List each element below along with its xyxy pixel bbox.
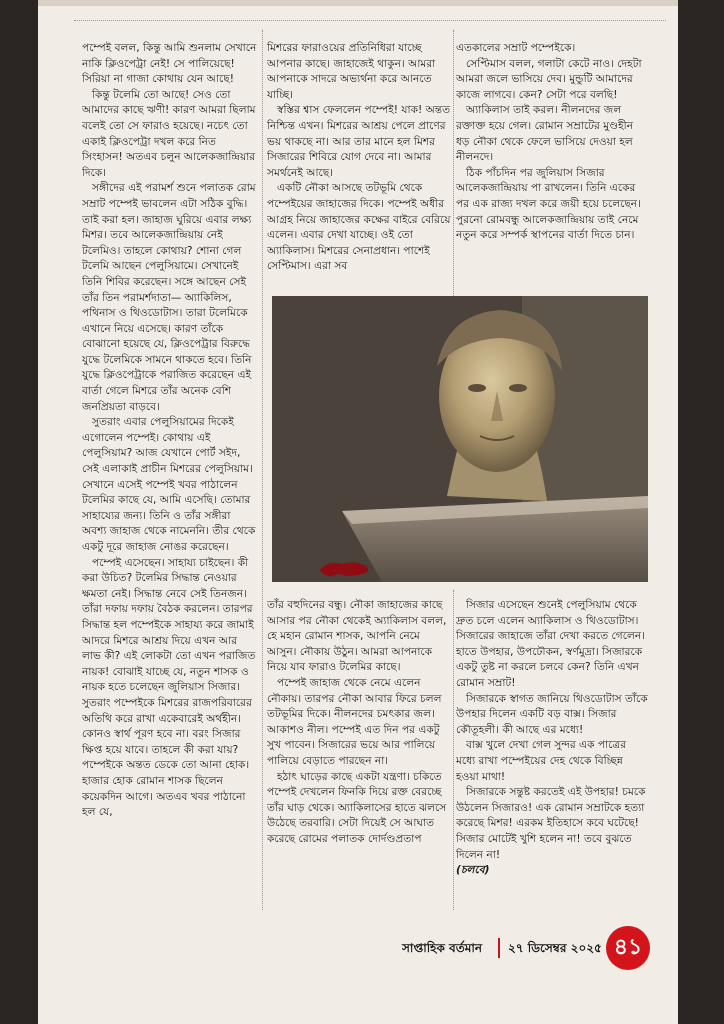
paragraph: সিজারকে সন্তুষ্ট করতেই এই উপহার! চমকে উঠলেন সিজারও! এক রোমান সম্রাটকে হত্যা করেছে মিশর! এরকম ইতিহাসে কবে ঘটেছে! সিজার মোটেই খুশি হলেন না! তবে বুঝতে দিলেন না! xyxy=(456,786,646,861)
paragraph: তাঁর বহুদিনের বন্ধু। নৌকা জাহাজের কাছে আসার পর নৌকা থেকেই অ্যাকিলাস বলল, হে মহান রোমান শাসক, আপনি নেমে আসুন। নৌকায় উঠুন। আমরা আপনাকে নিয়ে যাব ফারাও টলেমির কাছে। xyxy=(267,599,447,674)
to-be-continued: (চলবে) xyxy=(456,864,490,877)
paragraph: এতকালের সম্রাট পম্পেইকে। xyxy=(456,42,576,54)
paragraph: বাক্স খুলে দেখা গেল সুন্দর এক পাত্রের মধ্যে রাখা পম্পেইয়ের দেহ থেকে বিচ্ছিন্ন হওয়া মাথা! xyxy=(456,739,627,783)
paragraph: পম্পেই এসেছেন। সাহায্য চাইছেন। কী করা উচিত? টলেমির সিদ্ধান্ত নেওয়ার ক্ষমতা নেই। সিদ্ধান্ত নেবে সেই তিনজন। তাঁরা দফায় দফায় বৈঠক করলেন। তারপর সিদ্ধান্ত হল পম্পেইকে সাহায্য করে জামাই আদরে মিশরে আশ্রয় দিয়ে এখন আর লাভ কী? এই লোকটা তো এখন পরাজিত নায়ক! বোঝাই যাচ্ছে যে, নতুন শাসক ও নায়ক হতে চলেছেন জুলিয়াস সিজার। সুতরাং পম্পেইকে মিশরের রাজপরিবারের অতিথি করে রাখা একেবারেই অর্থহীন। কোনও স্বার্থ পূরণ হবে না। বরং সিজার ক্ষিপ্ত হয়ে যাবে। তাহলে কী করা যায়? পম্পেইকে অন্তত ডেকে তো আনা হোক। হাজার হোক রোমান শাসক ছিলেন কয়েকদিন আগে। অতএব খবর পাঠানো হল যে, xyxy=(82,556,256,819)
page-footer xyxy=(38,930,678,970)
paragraph: সঙ্গীদের এই পরামর্শ শুনে পলাতক রোম সম্রাট পম্পেই ভাবলেন এটা সঠিক বুদ্ধি। তাই করা হল। জাহাজ ঘুরিয়ে এবার লক্ষ্য মিশর। তবে আলেকজান্দ্রিয়ায় নেই টলেমিও। তাহলে কোথায়? শোনা গেল টলেমি আছেন পেলুসিয়ামে। সেখানেই তিনি শিবির করেছেন। সঙ্গে আছেন সেই তাঁর তিন পরামর্শদাতা— অ্যাকিলিস, পথিনাস ও থিওডোটাস। তারা টলেমিকে এখানে নিয়ে এসেছে। কারণ তাঁকে বোঝানো হয়েছে যে, ক্লিওপেট্রার বিরুদ্ধে যুদ্ধে টলেমিকে সামনে থাকতে হবে। তিনি যুদ্ধে ক্লিওপেট্রাকে পরাজিত করেছেন এই বার্তা গেলে মিশরে তাঁর অনেক বেশি জনপ্রিয়তা বাড়বে। xyxy=(82,182,256,413)
paragraph: সিজারকে স্বাগত জানিয়ে থিওডোটাস তাঁকে উপহার দিলেন একটি বড় বাক্স। সিজার কৌতূহলী। কী আছে এর মধ্যে! xyxy=(456,692,648,736)
header-rule xyxy=(74,20,666,21)
paragraph: স্বস্তির শ্বাস ফেললেন পম্পেই! যাক! অন্তত নিশ্চিন্ত এখন। মিশরের আশ্রয় পেলে প্রাণের ভয় থাকছে না। আর তার মানে হল মিশর সিজারের শিবিরে যোগ দেবে না। আমার সমর্থনেই আছে। xyxy=(267,104,451,179)
magazine-page xyxy=(38,0,678,1024)
paragraph: সেপ্টিমাস বলল, গলাটা কেটে নাও। দেহটা আমরা জলে ভাসিয়ে দেব। মুন্ডুটি আমাদের কাজে লাগবে। কেন? সেটা পরে বলছি! xyxy=(456,57,642,101)
paragraph: অ্যাকিলাস তাই করল। নীলনদের জল রক্তাক্ত হয়ে গেল। রোমান সম্রাটের মুণ্ডহীন ধড় নৌকা থেকে ফেলে ভাসিয়ে দেওয়া হল নীলনদে। xyxy=(456,104,634,164)
article-column-1 xyxy=(82,41,258,901)
blood-splatter-icon xyxy=(316,558,372,580)
article-column-3-bottom xyxy=(456,598,648,898)
paragraph: একটি নৌকা আসছে তটভূমি থেকে পম্পেইয়ের জাহাজের দিকে। পম্পেই অধীর আগ্রহ নিয়ে জাহাজের কক্ষের বাইরে বেরিয়ে এলেন। এবার দেখা যাচ্ছে। ওই তো অ্যাকিলাস। মিশরের সেনাপ্রধান। পাশেই সেপ্টিমাস। এরা সব xyxy=(267,182,451,273)
magazine-name: সাপ্তাহিক বর্তমান xyxy=(402,941,483,955)
bust-illustration xyxy=(272,296,648,582)
article-column-3-top xyxy=(456,41,648,299)
page-top-edge xyxy=(38,0,678,6)
column-divider xyxy=(453,30,454,298)
page-number-badge: ৪১ xyxy=(606,926,650,970)
article-column-2-top xyxy=(267,41,451,299)
pompey-bust-photo xyxy=(272,296,648,582)
column-divider xyxy=(453,590,454,910)
paragraph: ঠিক পাঁচদিন পর জুলিয়াস সিজার আলেকজান্দ্রিয়ায় পা রাখলেন। তিনি একের পর এক রাজ্য দখল করে জয়ী হয়ে চলেছেন। পুরনো রোমবন্ধু আলেকজান্দ্রিয়ায় তাই নেমে নতুন করে সম্পর্ক স্থাপনের বার্তা দিতে চান। xyxy=(456,166,641,242)
paragraph: মিশরের ফারাওয়ের প্রতিনিধিরা যাচ্ছে আপনার কাছে। জাহাজেই থাকুন। আমরা আপনাকে সাদরে অভ্যর্থনা করে আনতে যাচ্ছি। xyxy=(267,42,436,101)
column-divider xyxy=(262,30,263,910)
issue-date: ২৭ ডিসেম্বর ২০২৫ xyxy=(508,941,602,955)
article-column-2-bottom xyxy=(267,598,451,898)
footer-separator xyxy=(498,938,500,958)
paragraph: সিজার এসেছেন শুনেই পেলুসিয়াম থেকে দ্রুত চলে এলেন অ্যাকিলাস ও থিওডোটাস। সিজারের জাহাজে তাঁরা দেখা করতে গেলেন। হাতে উপহার, উপঢৌকন, স্বর্ণমুদ্রা। সিজারকে একটু তুষ্ট না করলে চলবে কেন? তিনি এখন রোমান সম্রাট! xyxy=(456,599,646,689)
paragraph: সুতরাং এবার পেলুসিয়ামের দিকেই এগোলেন পম্পেই। কোথায় এই পেলুসিয়াম? আজ যেখানে পোর্ট সইদ, সেই এলাকাই প্রাচীন মিশরের পেলুসিয়াম। সেখানে এসেই পম্পেই খবর পাঠালেন টলেমির কাছে যে, আমি এসেছি। তোমার সাহায্যের জন্য। তিনি ও তাঁর সঙ্গীরা অবশ্য জাহাজ থেকে নামেননি। তীর থেকে একটু দূরে জাহাজ নোঙর করেছেন। xyxy=(82,416,256,553)
paragraph: পম্পেই বলল, কিন্তু আমি শুনলাম সেখানে নাকি ক্লিওপেট্রা নেই! সে পালিয়েছে! সিরিয়া না গাজা কোথায় যেন আছে! xyxy=(82,42,257,86)
paragraph: কিন্তু টলেমি তো আছে! সেও তো আমাদের কাছে ঋণী! কারণ আমরা ছিলাম বলেই তো সে ফারাও হয়েছে। নচেৎ তো একাই ক্লিওপেট্রা দখল করে নিত সিংহাসন! অতএব চলুন আলেকজান্দ্রিয়ার দিকে। xyxy=(82,88,256,179)
paragraph: হঠাৎ ঘাড়ের কাছে একটা যন্ত্রণা। চকিতে পম্পেই দেখলেন ফিনকি দিয়ে রক্ত বেরচ্ছে তাঁর ঘাড় থেকে। অ্যাকিলাসের হাতে ঝলসে উঠেছে তরবারি। সেটা দিয়েই সে আঘাত করেছে রোমের পলাতক দোর্দণ্ডপ্রতাপ xyxy=(267,770,447,845)
paragraph: পম্পেই জাহাজ থেকে নেমে এলেন নৌকায়। তারপর নৌকা আবার ফিরে চলল তটভূমির দিকে। নীলনদের চমৎকার জল। আকাশও নীল। পম্পেই এত দিন পর একটু সুখ পাবেন। সিজারের ভয়ে আর পালিয়ে পালিয়ে বেড়াতে পারছেন না। xyxy=(267,676,442,767)
